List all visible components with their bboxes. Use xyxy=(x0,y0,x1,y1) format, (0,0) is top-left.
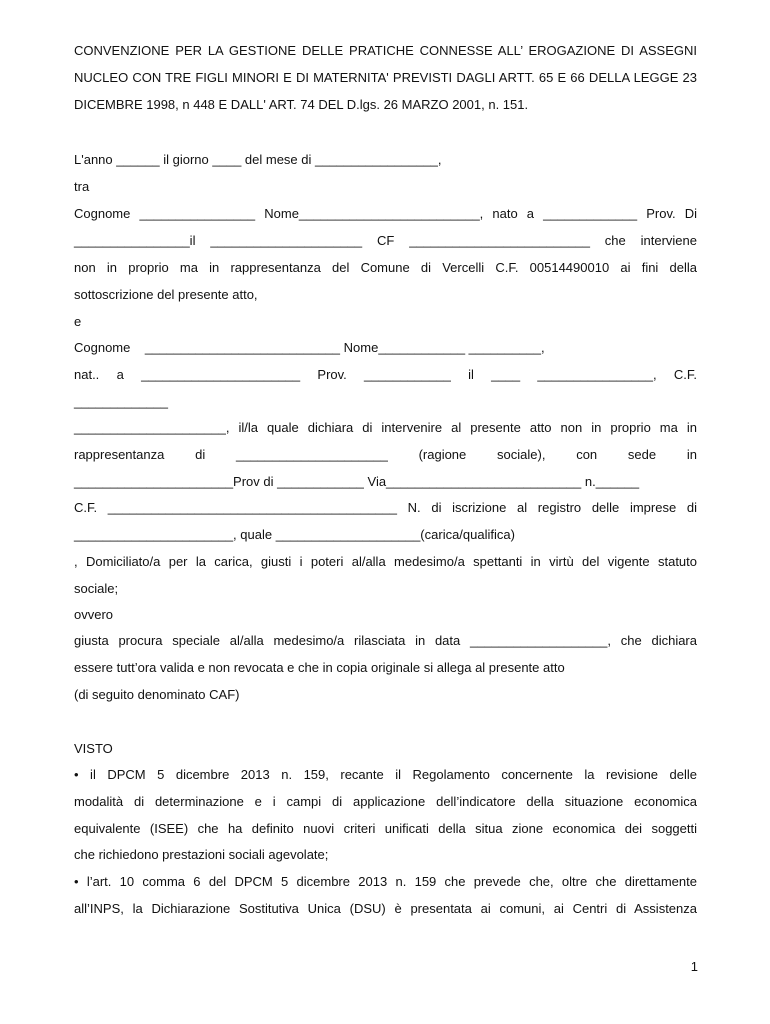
title-line: NUCLEO CON TRE FIGLI MINORI E DI MATERNITA' PREVISTI DAGLI ARTT. 65 E 66 DELLA LEGGE 23 xyxy=(74,70,697,85)
text-line: sottoscrizione del presente atto, xyxy=(74,287,258,302)
text-line: Cognome ________________ Nome_________________________, nato a _____________ Prov. Di xyxy=(74,206,697,221)
text-line: equivalente (ISEE) che ha definito nuovi criteri unificati della situa zione economica dei soggetti xyxy=(74,821,697,836)
text-line: ______________________Prov di ____________ Via___________________________ n.______ xyxy=(74,474,640,489)
text-line: rappresentanza di _____________________ (ragione sociale), con sede in xyxy=(74,447,697,462)
text-line: non in proprio ma in rappresentanza del Comune di Vercelli C.F. 00514490010 ai fini della xyxy=(74,260,697,275)
text-line: Cognome ___________________________ Nome____________ __________, xyxy=(74,340,545,355)
section-heading: VISTO xyxy=(74,741,113,756)
text-line: nat.. a ______________________ Prov. ____________ il ____ ________________, C.F. xyxy=(74,367,697,382)
bullet-line: • l’art. 10 comma 6 del DPCM 5 dicembre 2013 n. 159 che prevede che, oltre che direttamente xyxy=(74,874,697,889)
text-line: _____________ xyxy=(74,394,168,409)
bullet-line: • il DPCM 5 dicembre 2013 n. 159, recante il Regolamento concernente la revisione delle xyxy=(74,767,697,782)
text-line: all’INPS, la Dichiarazione Sostitutiva Unica (DSU) è presentata ai comuni, ai Centri di Assistenza xyxy=(74,901,697,916)
text-line: essere tutt’ora valida e non revocata e che in copia originale si allega al presente atto xyxy=(74,660,565,675)
text-line: che richiedono prestazioni sociali agevolate; xyxy=(74,847,329,862)
text-line: tra xyxy=(74,179,90,194)
text-line: ovvero xyxy=(74,607,114,622)
text-line: _____________________, il/la quale dichiara di intervenire al presente atto non in proprio ma in xyxy=(74,420,697,435)
text-line: , Domiciliato/a per la carica, giusti i poteri al/alla medesimo/a spettanti in virtù del vigente statuto xyxy=(74,554,697,569)
text-line: ______________________, quale ____________________(carica/qualifica) xyxy=(74,527,515,542)
title-line: CONVENZIONE PER LA GESTIONE DELLE PRATICHE CONNESSE ALL’ EROGAZIONE DI ASSEGNI xyxy=(74,43,697,58)
text-line: sociale; xyxy=(74,581,119,596)
text-line: modalità di determinazione e i campi di applicazione dell’indicatore della situazione economica xyxy=(74,794,697,809)
text-line: giusta procura speciale al/alla medesimo/a rilasciata in data ___________________, che dichiara xyxy=(74,633,697,648)
text-line: e xyxy=(74,314,82,329)
date-line: L'anno ______ il giorno ____ del mese di _________________, xyxy=(74,152,442,167)
text-line: (di seguito denominato CAF) xyxy=(74,687,240,702)
text-line: ________________il _____________________ CF _________________________ che interviene xyxy=(74,233,697,248)
text-line: C.F. ________________________________________ N. di iscrizione al registro delle imprese di xyxy=(74,500,697,515)
page-number: 1 xyxy=(690,959,698,974)
title-line: DICEMBRE 1998, n 448 E DALL' ART. 74 DEL D.lgs. 26 MARZO 2001, n. 151. xyxy=(74,97,529,112)
